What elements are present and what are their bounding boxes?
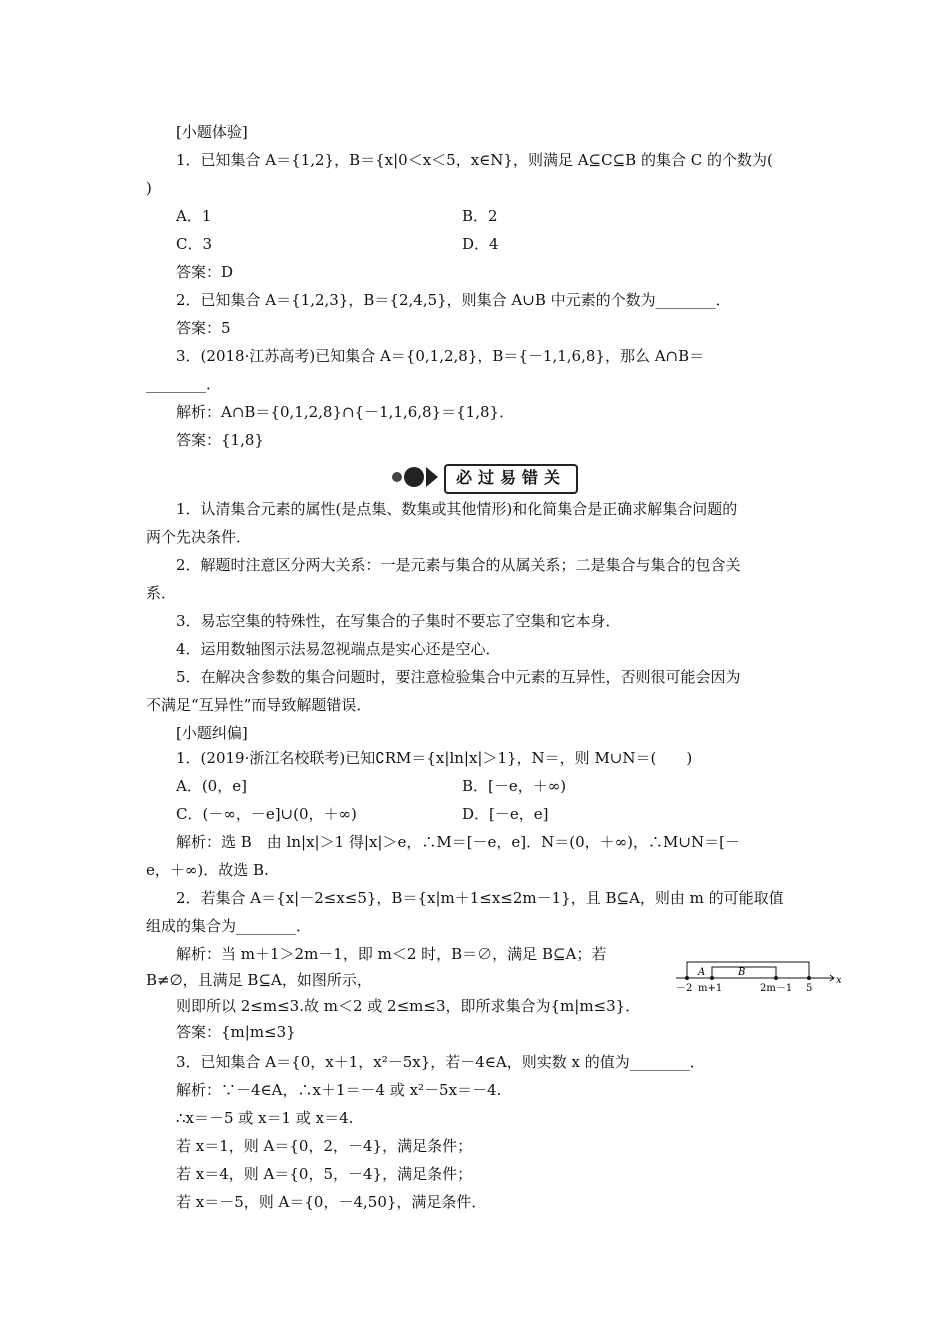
point-2-continued: 系． bbox=[146, 584, 177, 602]
axis-label-x: x bbox=[836, 975, 842, 986]
j2-analysis: 解析：当 m＋1＞2m－1，即 m＜2 时，B＝∅，满足 B⊆A；若 bbox=[176, 945, 607, 963]
q2-answer: 答案：5 bbox=[176, 319, 231, 337]
set-b-label: B bbox=[738, 967, 746, 978]
j3-solutions: ∴x＝－5 或 x＝1 或 x＝4. bbox=[176, 1109, 354, 1127]
section-header-xiaoti-tiyan: [小题体验] bbox=[176, 123, 248, 141]
j1-option-d: D．[－e，e] bbox=[462, 805, 549, 823]
j2-stem: 2．若集合 A＝{x|－2≤x≤5}，B＝{x|m＋1≤x≤2m－1}，且 B⊆A，则由 m 的可能取值 bbox=[176, 889, 784, 907]
j2-analysis-conclusion: 则即所以 2≤m≤3.故 m＜2 或 2≤m≤3，即所求集合为{m|m≤3}． bbox=[176, 997, 641, 1015]
tick-label-m-plus-1: m+1 bbox=[698, 983, 723, 994]
j3-check-x1: 若 x＝1，则 A＝{0，2，－4}，满足条件； bbox=[176, 1137, 473, 1155]
j3-analysis: 解析：∵－4∈A，∴x＋1＝－4 或 x²－5x＝－4. bbox=[176, 1081, 502, 1099]
point-5 bbox=[807, 976, 811, 980]
j1-analysis-continued: e，＋∞)．故选 B. bbox=[146, 861, 269, 879]
j3-check-x-neg5: 若 x＝－5，则 A＝{0，－4,50}，满足条件． bbox=[176, 1193, 487, 1211]
j1-option-b: B．[－e，＋∞) bbox=[462, 777, 567, 795]
j1-option-c: C．(－∞，－e]∪(0，＋∞) bbox=[176, 805, 357, 823]
q1-option-b: B．2 bbox=[462, 207, 498, 225]
section-header-xiaoti-jiupian: [小题纠偏] bbox=[176, 724, 248, 742]
j1-option-a: A．(0，e] bbox=[176, 777, 247, 795]
section-heading-biguo-yicuo bbox=[392, 462, 592, 492]
point-2m-minus-1 bbox=[774, 976, 778, 980]
point-4: 4．运用数轴图示法易忽视端点是实心还是空心． bbox=[176, 640, 501, 658]
j1-stem: 1．(2019·浙江名校联考)已知∁RM＝{x|ln|x|＞1}，N＝，则 M∪N＝( ) bbox=[176, 749, 693, 767]
point-1: 1．认清集合元素的属性(是点集、数集或其他情形)和化简集合是正确求解集合问题的 bbox=[176, 500, 738, 518]
point-5-continued: 不满足“互异性”而导致解题错误． bbox=[146, 696, 372, 714]
q1-stem: 1．已知集合 A＝{1,2}，B＝{x|0＜x＜5，x∈N}，则满足 A⊆C⊆B 的集合 C 的个数为( bbox=[176, 151, 773, 169]
q1-option-c: C．3 bbox=[176, 235, 213, 253]
j2-stem-continued: 组成的集合为________． bbox=[146, 917, 312, 935]
point-5: 5．在解决含参数的集合问题时，要注意检验集合中元素的互异性，否则很可能会因为 bbox=[176, 668, 741, 686]
bullet-dot-icon bbox=[392, 472, 402, 482]
number-line-figure bbox=[676, 958, 846, 998]
q3-stem-continued: ________． bbox=[146, 375, 222, 393]
j2-answer: 答案：{m|m≤3} bbox=[176, 1023, 296, 1041]
arrow-right-icon bbox=[426, 467, 438, 487]
bullet-circle-icon bbox=[404, 467, 424, 487]
q1-answer: 答案：D bbox=[176, 263, 234, 281]
q1-stem-continued: ) bbox=[146, 179, 152, 197]
set-a-label: A bbox=[698, 967, 706, 978]
set-a-bracket bbox=[687, 962, 809, 978]
j3-stem: 3．已知集合 A＝{0，x＋1，x²－5x}，若－4∈A，则实数 x 的值为________． bbox=[176, 1053, 705, 1071]
j3-check-x4: 若 x＝4，则 A＝{0，5，－4}，满足条件； bbox=[176, 1165, 473, 1183]
tick-label-2m-minus-1: 2m－1 bbox=[760, 983, 793, 994]
q3-analysis: 解析：A∩B＝{0,1,2,8}∩{－1,1,6,8}＝{1,8}． bbox=[176, 403, 515, 421]
q3-answer: 答案：{1,8} bbox=[176, 431, 264, 449]
q1-option-d: D．4 bbox=[462, 235, 499, 253]
heading-title: 必过易错关 bbox=[444, 464, 578, 494]
point-neg2 bbox=[685, 976, 689, 980]
tick-label-neg2: －2 bbox=[676, 983, 693, 994]
point-3: 3．易忘空集的特殊性，在写集合的子集时不要忘了空集和它本身． bbox=[176, 612, 621, 630]
q2-stem: 2．已知集合 A＝{1,2,3}，B＝{2,4,5}，则集合 A∪B 中元素的个数为________． bbox=[176, 291, 731, 309]
j2-analysis-continued: B≠∅，且满足 B⊆A，如图所示， bbox=[146, 971, 372, 989]
tick-label-5: 5 bbox=[806, 983, 813, 994]
q1-option-a: A．1 bbox=[176, 207, 212, 225]
point-1-continued: 两个先决条件． bbox=[146, 528, 252, 546]
q3-stem: 3．(2018·江苏高考)已知集合 A＝{0,1,2,8}，B＝{－1,1,6,8}，那么 A∩B＝ bbox=[176, 347, 705, 365]
point-m-plus-1 bbox=[710, 976, 714, 980]
point-2: 2．解题时注意区分两大关系：一是元素与集合的从属关系；二是集合与集合的包含关 bbox=[176, 556, 741, 574]
j1-analysis: 解析：选 B 由 ln|x|＞1 得|x|＞e，∴M＝[－e，e]．N＝(0，＋∞)，∴M∪N＝[－ bbox=[176, 833, 740, 851]
